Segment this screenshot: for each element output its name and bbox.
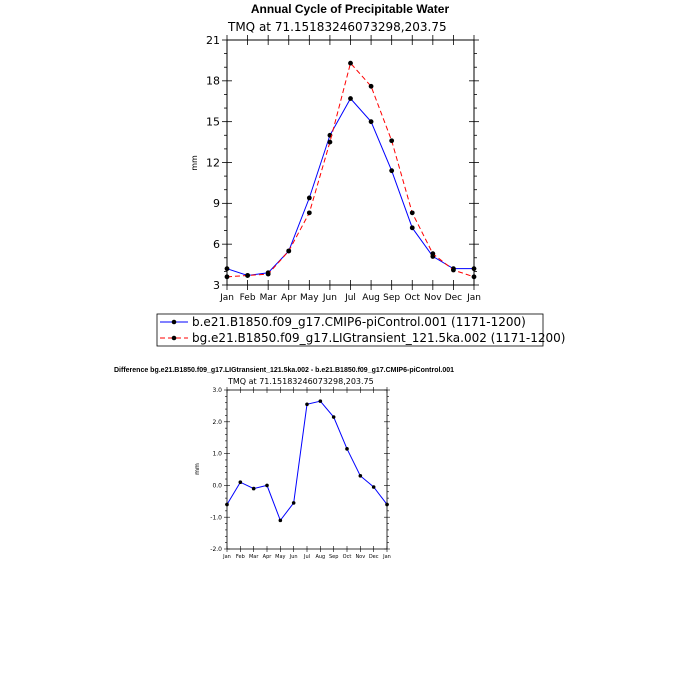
chart2-ytick-label: -1.0 (210, 514, 222, 522)
chart1-series-1-point (348, 96, 353, 101)
chart2-series-1-point (279, 519, 283, 523)
chart1-xtick-label: Dec (444, 293, 463, 303)
chart2-series-1-point (252, 487, 256, 491)
chart1-series-1-point (389, 168, 394, 173)
chart1-xtick-label: Sep (383, 293, 401, 303)
chart2-xtick-label: Apr (262, 554, 272, 560)
chart1-series-1-point (410, 225, 415, 230)
chart2-xtick-label: Feb (235, 554, 245, 560)
chart1-ytick-label: 15 (206, 115, 220, 129)
chart1-ytick-label: 9 (213, 197, 220, 211)
chart2-xtick-label: Jun (289, 554, 298, 560)
chart1-title: Annual Cycle of Precipitable Water (250, 2, 450, 16)
chart1-series-2-line (227, 63, 474, 277)
chart1-series-2-point (369, 84, 374, 89)
chart1-plot (206, 34, 481, 303)
legend-label-series-1: b.e21.B1850.f09_g17.CMIP6-piControl.001 (1171-1200) (192, 315, 526, 329)
chart1-ytick-label: 3 (213, 278, 220, 292)
chart2-plot (210, 387, 391, 560)
chart1-ytick-label: 12 (206, 156, 220, 170)
chart1-xtick-label: Feb (239, 293, 256, 303)
chart2-series-1-point (385, 503, 389, 507)
chart2-ytick-label: 3.0 (212, 387, 222, 395)
chart2-xtick-label: Aug (315, 554, 326, 560)
chart2-series-1-point (332, 415, 336, 419)
chart1-series-1-point (369, 119, 374, 124)
chart2-ytick-label: 1.0 (212, 450, 222, 458)
chart2-series-1-point (225, 503, 229, 507)
chart2-series-1-point (319, 399, 323, 403)
chart1-series-2-point (348, 61, 353, 66)
chart2-ylabel: mm (194, 463, 201, 475)
chart2-xtick-label: Jan (223, 554, 231, 560)
chart2-ytick-label: 0.0 (212, 482, 222, 490)
chart2-subtitle: TMQ at 71.15183246073298,203.75 (228, 377, 374, 386)
chart2-xtick-label: Jan (383, 554, 391, 560)
chart1-xtick-label: Aug (362, 293, 380, 303)
chart2-series-1-point (292, 501, 296, 505)
chart2-series-1-point (359, 474, 363, 478)
chart1-series-1-point (225, 266, 230, 271)
chart1-ytick-label: 18 (206, 74, 220, 88)
chart1-series-2-point (307, 210, 312, 215)
chart1-xtick-label: Oct (404, 293, 421, 303)
chart1-series-2-point (410, 210, 415, 215)
chart1-xtick-label: Mar (259, 293, 277, 303)
chart2-xtick-label: Sep (328, 554, 339, 560)
chart2-xtick-label: Mar (248, 554, 259, 560)
chart1-series-1-point (307, 195, 312, 200)
chart2-ytick-label: 2.0 (212, 418, 222, 426)
chart2-series-1-point (372, 485, 376, 489)
chart1-ylabel: mm (190, 155, 199, 171)
chart1-series-2-point (225, 274, 230, 279)
chart1-series-1-point (472, 266, 477, 271)
chart1-ytick-label: 6 (213, 238, 220, 252)
legend-marker-series-1 (172, 320, 177, 325)
chart1-series-2-point (245, 273, 250, 278)
chart2-frame (227, 390, 387, 549)
chart1-series-2-point (266, 272, 271, 277)
chart1-legend (157, 314, 565, 346)
chart1-series-1-line (227, 99, 474, 276)
chart1-series-2-point (286, 249, 291, 254)
chart2-title: Difference bg.e21.B1850.f09_g17.LIGtransient_121.5ka.002 - b.e21.B1850.f09_g17.CMIP6-piControl.001 (114, 367, 455, 374)
chart1-xtick-label: Jun (322, 293, 337, 303)
chart1-xtick-label: Jan (467, 293, 481, 303)
legend-marker-series-2 (172, 336, 177, 341)
chart2-xtick-label: Dec (368, 554, 379, 560)
chart2-xtick-label: May (275, 554, 286, 560)
chart2-xtick-label: Jul (303, 554, 311, 560)
chart1-xtick-label: Apr (280, 293, 297, 303)
chart1-series-2-point (472, 274, 477, 279)
legend-label-series-2: bg.e21.B1850.f09_g17.LIGtransient_121.5ka.002 (1171-1200) (192, 331, 566, 345)
chart2-series-1-point (265, 484, 269, 488)
chart1-xtick-label: May (300, 293, 319, 303)
chart1-series-2-point (451, 268, 456, 273)
chart1-xtick-label: Jul (345, 293, 356, 303)
chart1-ytick-label: 21 (206, 33, 220, 47)
chart2-series-1-point (239, 480, 243, 484)
chart2-series-1-point (345, 447, 349, 451)
chart1-series-2-point (328, 140, 333, 145)
chart1-frame (227, 40, 474, 285)
chart1-xtick-label: Nov (424, 293, 442, 303)
chart2-series-1-line (227, 401, 387, 520)
chart2-series-1-point (305, 403, 309, 407)
chart1-xtick-label: Jan (220, 293, 234, 303)
chart2-ytick-label: -2.0 (210, 546, 222, 554)
chart2-xtick-label: Nov (355, 554, 366, 560)
chart1-series-2-point (389, 138, 394, 143)
chart1-series-2-point (430, 251, 435, 256)
chart1-subtitle: TMQ at 71.15183246073298,203.75 (228, 20, 447, 34)
chart2-xtick-label: Oct (342, 554, 352, 560)
